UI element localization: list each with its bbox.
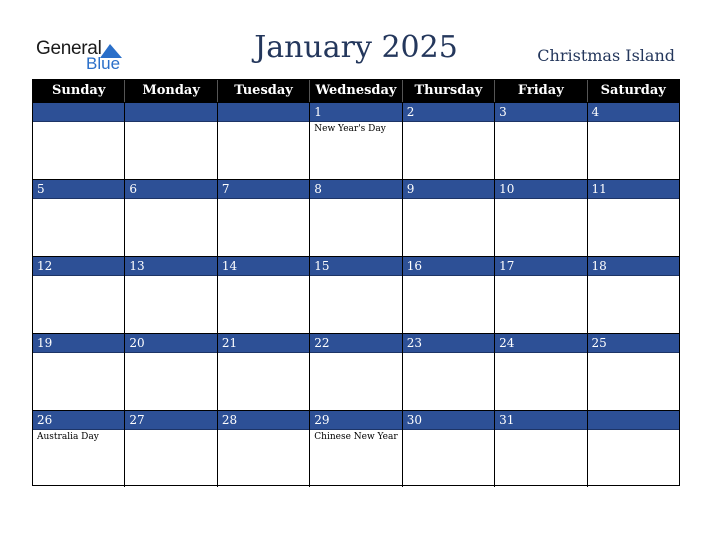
day-number: 4: [588, 103, 679, 122]
day-cell: [218, 410, 310, 487]
holiday-label: [125, 430, 216, 434]
weekday-friday: Friday: [495, 80, 587, 102]
weekday-header: [33, 80, 679, 102]
day-cell: [495, 256, 587, 333]
holiday-label: New Year's Day: [314, 124, 386, 134]
day-number: 26: [33, 411, 124, 430]
day-number: 3: [495, 103, 586, 122]
day-cell: [33, 333, 125, 410]
day-cell: [403, 333, 495, 410]
holiday-label: [218, 353, 309, 357]
day-number: 22: [310, 334, 401, 353]
holiday-label: [403, 276, 494, 280]
day-number: 29: [310, 411, 401, 430]
weekday-saturday: Saturday: [600, 83, 666, 98]
day-number: 13: [125, 257, 216, 276]
holiday-label: [33, 122, 124, 126]
day-number: 15: [310, 257, 401, 276]
day-cell: [125, 333, 217, 410]
day-cell: [33, 410, 125, 487]
holiday-label: [310, 353, 401, 357]
day-cell: [125, 410, 217, 487]
weekday-tuesday: Tuesday: [218, 80, 310, 102]
day-number: 31: [495, 411, 586, 430]
day-cell: [588, 333, 679, 410]
day-number: 25: [588, 334, 679, 353]
holiday-label: [310, 199, 401, 203]
day-cell: [218, 179, 310, 256]
holiday-label: [403, 199, 494, 203]
page-title: January 2025: [254, 30, 458, 65]
holiday-label: [588, 199, 679, 203]
day-cell: [495, 102, 587, 179]
holiday-label: [403, 353, 494, 357]
day-number: 12: [33, 257, 124, 276]
holiday-label: [588, 122, 679, 126]
weekday-sunday: Sunday: [33, 80, 125, 102]
day-cell: [33, 102, 125, 179]
day-number: 23: [403, 334, 494, 353]
day-number: 2: [403, 103, 494, 122]
day-cell: [218, 256, 310, 333]
day-number: 18: [588, 257, 679, 276]
day-cell: [403, 410, 495, 487]
day-number: 11: [588, 180, 679, 199]
week-row: [33, 410, 679, 487]
holiday-label: [125, 122, 216, 126]
day-cell: [310, 102, 402, 179]
day-number: 7: [218, 180, 309, 199]
weekday-wednesday: Wednesday: [310, 80, 402, 102]
day-number: 17: [495, 257, 586, 276]
day-number: 1: [310, 103, 401, 122]
day-cell: [310, 256, 402, 333]
day-number: 24: [495, 334, 586, 353]
holiday-label: [218, 122, 309, 126]
weekday-thursday: Thursday: [403, 80, 495, 102]
holiday-label: [403, 430, 494, 434]
day-number: 21: [218, 334, 309, 353]
holiday-label: Australia Day: [37, 432, 99, 442]
weekday-monday: Monday: [125, 80, 217, 102]
holiday-label: [495, 122, 586, 126]
day-number: [33, 103, 124, 122]
holiday-label: [495, 353, 586, 357]
day-cell: [403, 179, 495, 256]
day-number: 9: [403, 180, 494, 199]
holiday-label: [218, 276, 309, 280]
day-cell: [403, 256, 495, 333]
holiday-label: [33, 276, 124, 280]
day-cell: [403, 102, 495, 179]
holiday-label: [33, 353, 124, 357]
day-number: 8: [310, 180, 401, 199]
week-row: [33, 256, 679, 333]
day-number: 14: [218, 257, 309, 276]
day-number: [125, 103, 216, 122]
day-cell: [495, 410, 587, 487]
day-cell: [125, 179, 217, 256]
day-number: 16: [403, 257, 494, 276]
day-number: 5: [33, 180, 124, 199]
holiday-label: [588, 276, 679, 280]
day-number: [218, 103, 309, 122]
week-row: [33, 102, 679, 179]
day-cell: [588, 256, 679, 333]
holiday-label: [588, 353, 679, 357]
holiday-label: [218, 199, 309, 203]
weeks-container: [33, 102, 679, 487]
holiday-label: [218, 430, 309, 434]
holiday-label: [588, 430, 679, 434]
day-cell: [218, 333, 310, 410]
day-cell: [33, 256, 125, 333]
day-cell: [588, 179, 679, 256]
day-number: 20: [125, 334, 216, 353]
logo-text-blue: Blue: [86, 54, 121, 73]
logo-text-general: General: [36, 38, 102, 59]
day-cell: [588, 410, 679, 487]
day-cell: [125, 256, 217, 333]
holiday-label: [310, 276, 401, 280]
day-number: 6: [125, 180, 216, 199]
day-number: 19: [33, 334, 124, 353]
region-label: Christmas Island: [537, 46, 675, 65]
day-number: [588, 411, 679, 430]
day-number: 10: [495, 180, 586, 199]
day-number: 27: [125, 411, 216, 430]
day-cell: [218, 102, 310, 179]
week-row: [33, 179, 679, 256]
day-number: 28: [218, 411, 309, 430]
day-number: 30: [403, 411, 494, 430]
day-cell: [125, 102, 217, 179]
day-cell: [310, 179, 402, 256]
day-cell: [495, 179, 587, 256]
holiday-label: [33, 199, 124, 203]
holiday-label: [495, 199, 586, 203]
day-cell: [33, 179, 125, 256]
day-cell: [310, 333, 402, 410]
calendar-grid: [32, 79, 680, 486]
holiday-label: [403, 122, 494, 126]
day-cell: [495, 333, 587, 410]
holiday-label: [495, 276, 586, 280]
holiday-label: Chinese New Year: [314, 432, 398, 442]
holiday-label: [125, 199, 216, 203]
day-cell: [310, 410, 402, 487]
holiday-label: [125, 353, 216, 357]
week-row: [33, 333, 679, 410]
day-cell: [588, 102, 679, 179]
holiday-label: [495, 430, 586, 434]
holiday-label: [125, 276, 216, 280]
